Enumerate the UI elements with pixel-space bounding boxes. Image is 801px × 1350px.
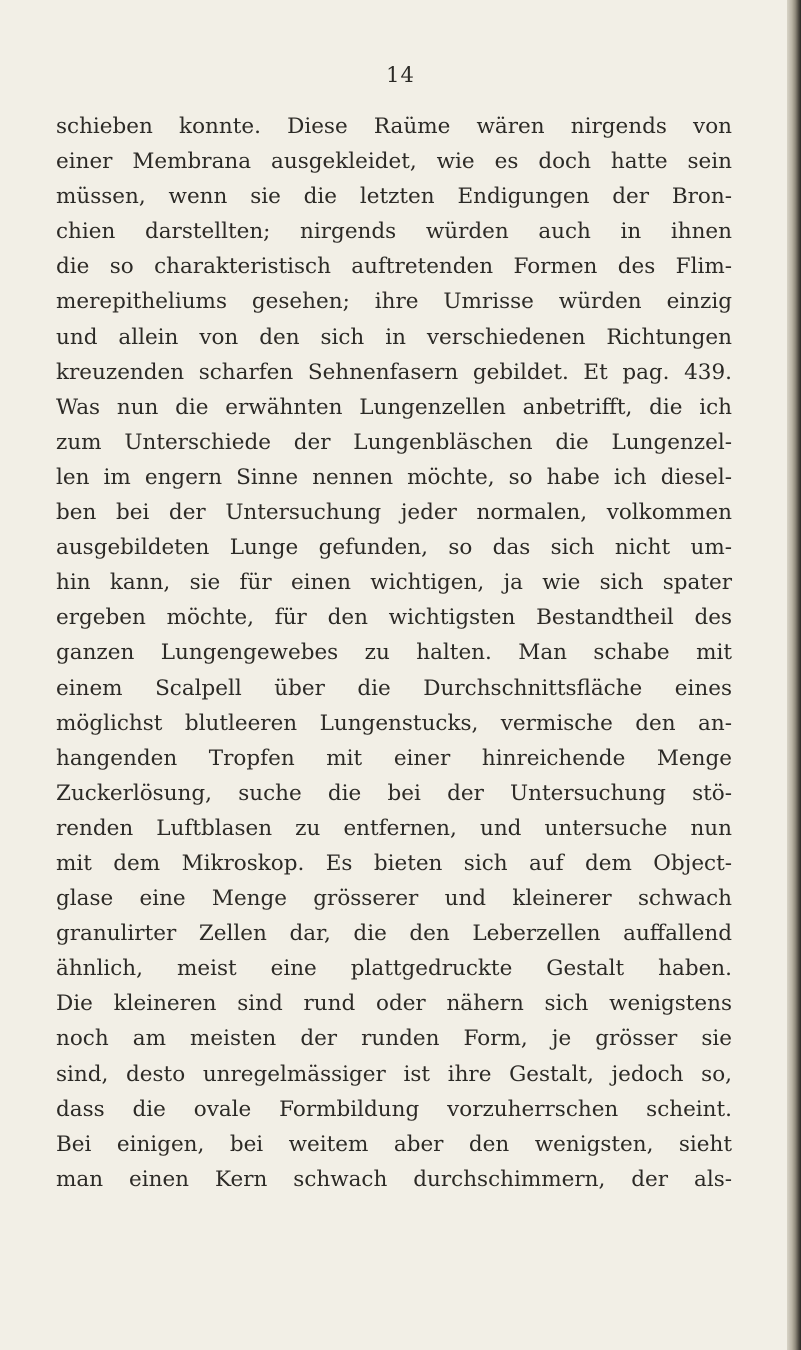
text-line: Die kleineren sind rund oder nähern sich wenigstens [56, 991, 732, 1017]
text-line: dass die ovale Formbildung vorzuherrschen scheint. [56, 1096, 732, 1122]
text-line: sind, desto unregelmässiger ist ihre Gestalt, jedoch so, [56, 1061, 732, 1087]
text-line: Was nun die erwähnten Lungenzellen anbetrifft, die ich [56, 394, 732, 420]
text-line: glase eine Menge grösserer und kleinerer schwach [56, 886, 732, 912]
text-line: chien darstellten; nirgends würden auch in ihnen [56, 219, 732, 245]
page-number: 14 [386, 63, 415, 87]
text-line: schieben konnte. Diese Raüme wären nirgends von [56, 114, 732, 139]
text-line: ausgebildeten Lunge gefunden, so das sich nicht um- [56, 535, 732, 561]
text-line: ähnlich, meist eine plattgedruckte Gestalt haben. [56, 956, 732, 982]
text-line: ben bei der Untersuchung jeder normalen, volkommen [56, 500, 732, 526]
text-line: hin kann, sie für einen wichtigen, ja wie sich spater [56, 570, 732, 596]
text-line: einem Scalpell über die Durchschnittsfläche eines [56, 675, 732, 701]
text-line: die so charakteristisch auftretenden Formen des Flim- [56, 254, 732, 280]
body-text [56, 109, 732, 1197]
text-line: einer Membrana ausgekleidet, wie es doch hatte sein [56, 149, 732, 175]
text-line: man einen Kern schwach durchschimmern, der als- [56, 1166, 732, 1192]
text-line: noch am meisten der runden Form, je grösser sie [56, 1026, 732, 1052]
text-line: Bei einigen, bei weitem aber den wenigsten, sieht [56, 1131, 732, 1157]
text-line: mit dem Mikroskop. Es bieten sich auf dem Object- [56, 850, 732, 876]
text-line: zum Unterschiede der Lungenbläschen die Lungenzel- [56, 429, 732, 455]
text-line: Zuckerlösung, suche die bei der Untersuchung stö- [56, 780, 732, 806]
text-line: müssen, wenn sie die letzten Endigungen der Bron- [56, 184, 732, 210]
text-line: ergeben möchte, für den wichtigsten Bestandtheil des [56, 605, 732, 631]
text-line: hangenden Tropfen mit einer hinreichende Menge [56, 745, 732, 771]
text-line: ganzen Lungengewebes zu halten. Man schabe mit [56, 640, 732, 666]
text-line: len im engern Sinne nennen möchte, so habe ich diesel- [56, 464, 732, 490]
text-line: granulirter Zellen dar, die den Leberzellen auffallend [56, 921, 732, 947]
text-line: renden Luftblasen zu entfernen, und untersuche nun [56, 815, 732, 841]
page-edge-shadow [787, 0, 801, 1350]
text-line: merepitheliums gesehen; ihre Umrisse würden einzig [56, 289, 732, 315]
text-line: möglichst blutleeren Lungenstucks, vermische den an- [56, 710, 732, 736]
text-line: kreuzenden scharfen Sehnenfasern gebildet. Et pag. 439. [56, 359, 732, 385]
text-line: und allein von den sich in verschiedenen Richtungen [56, 324, 732, 350]
